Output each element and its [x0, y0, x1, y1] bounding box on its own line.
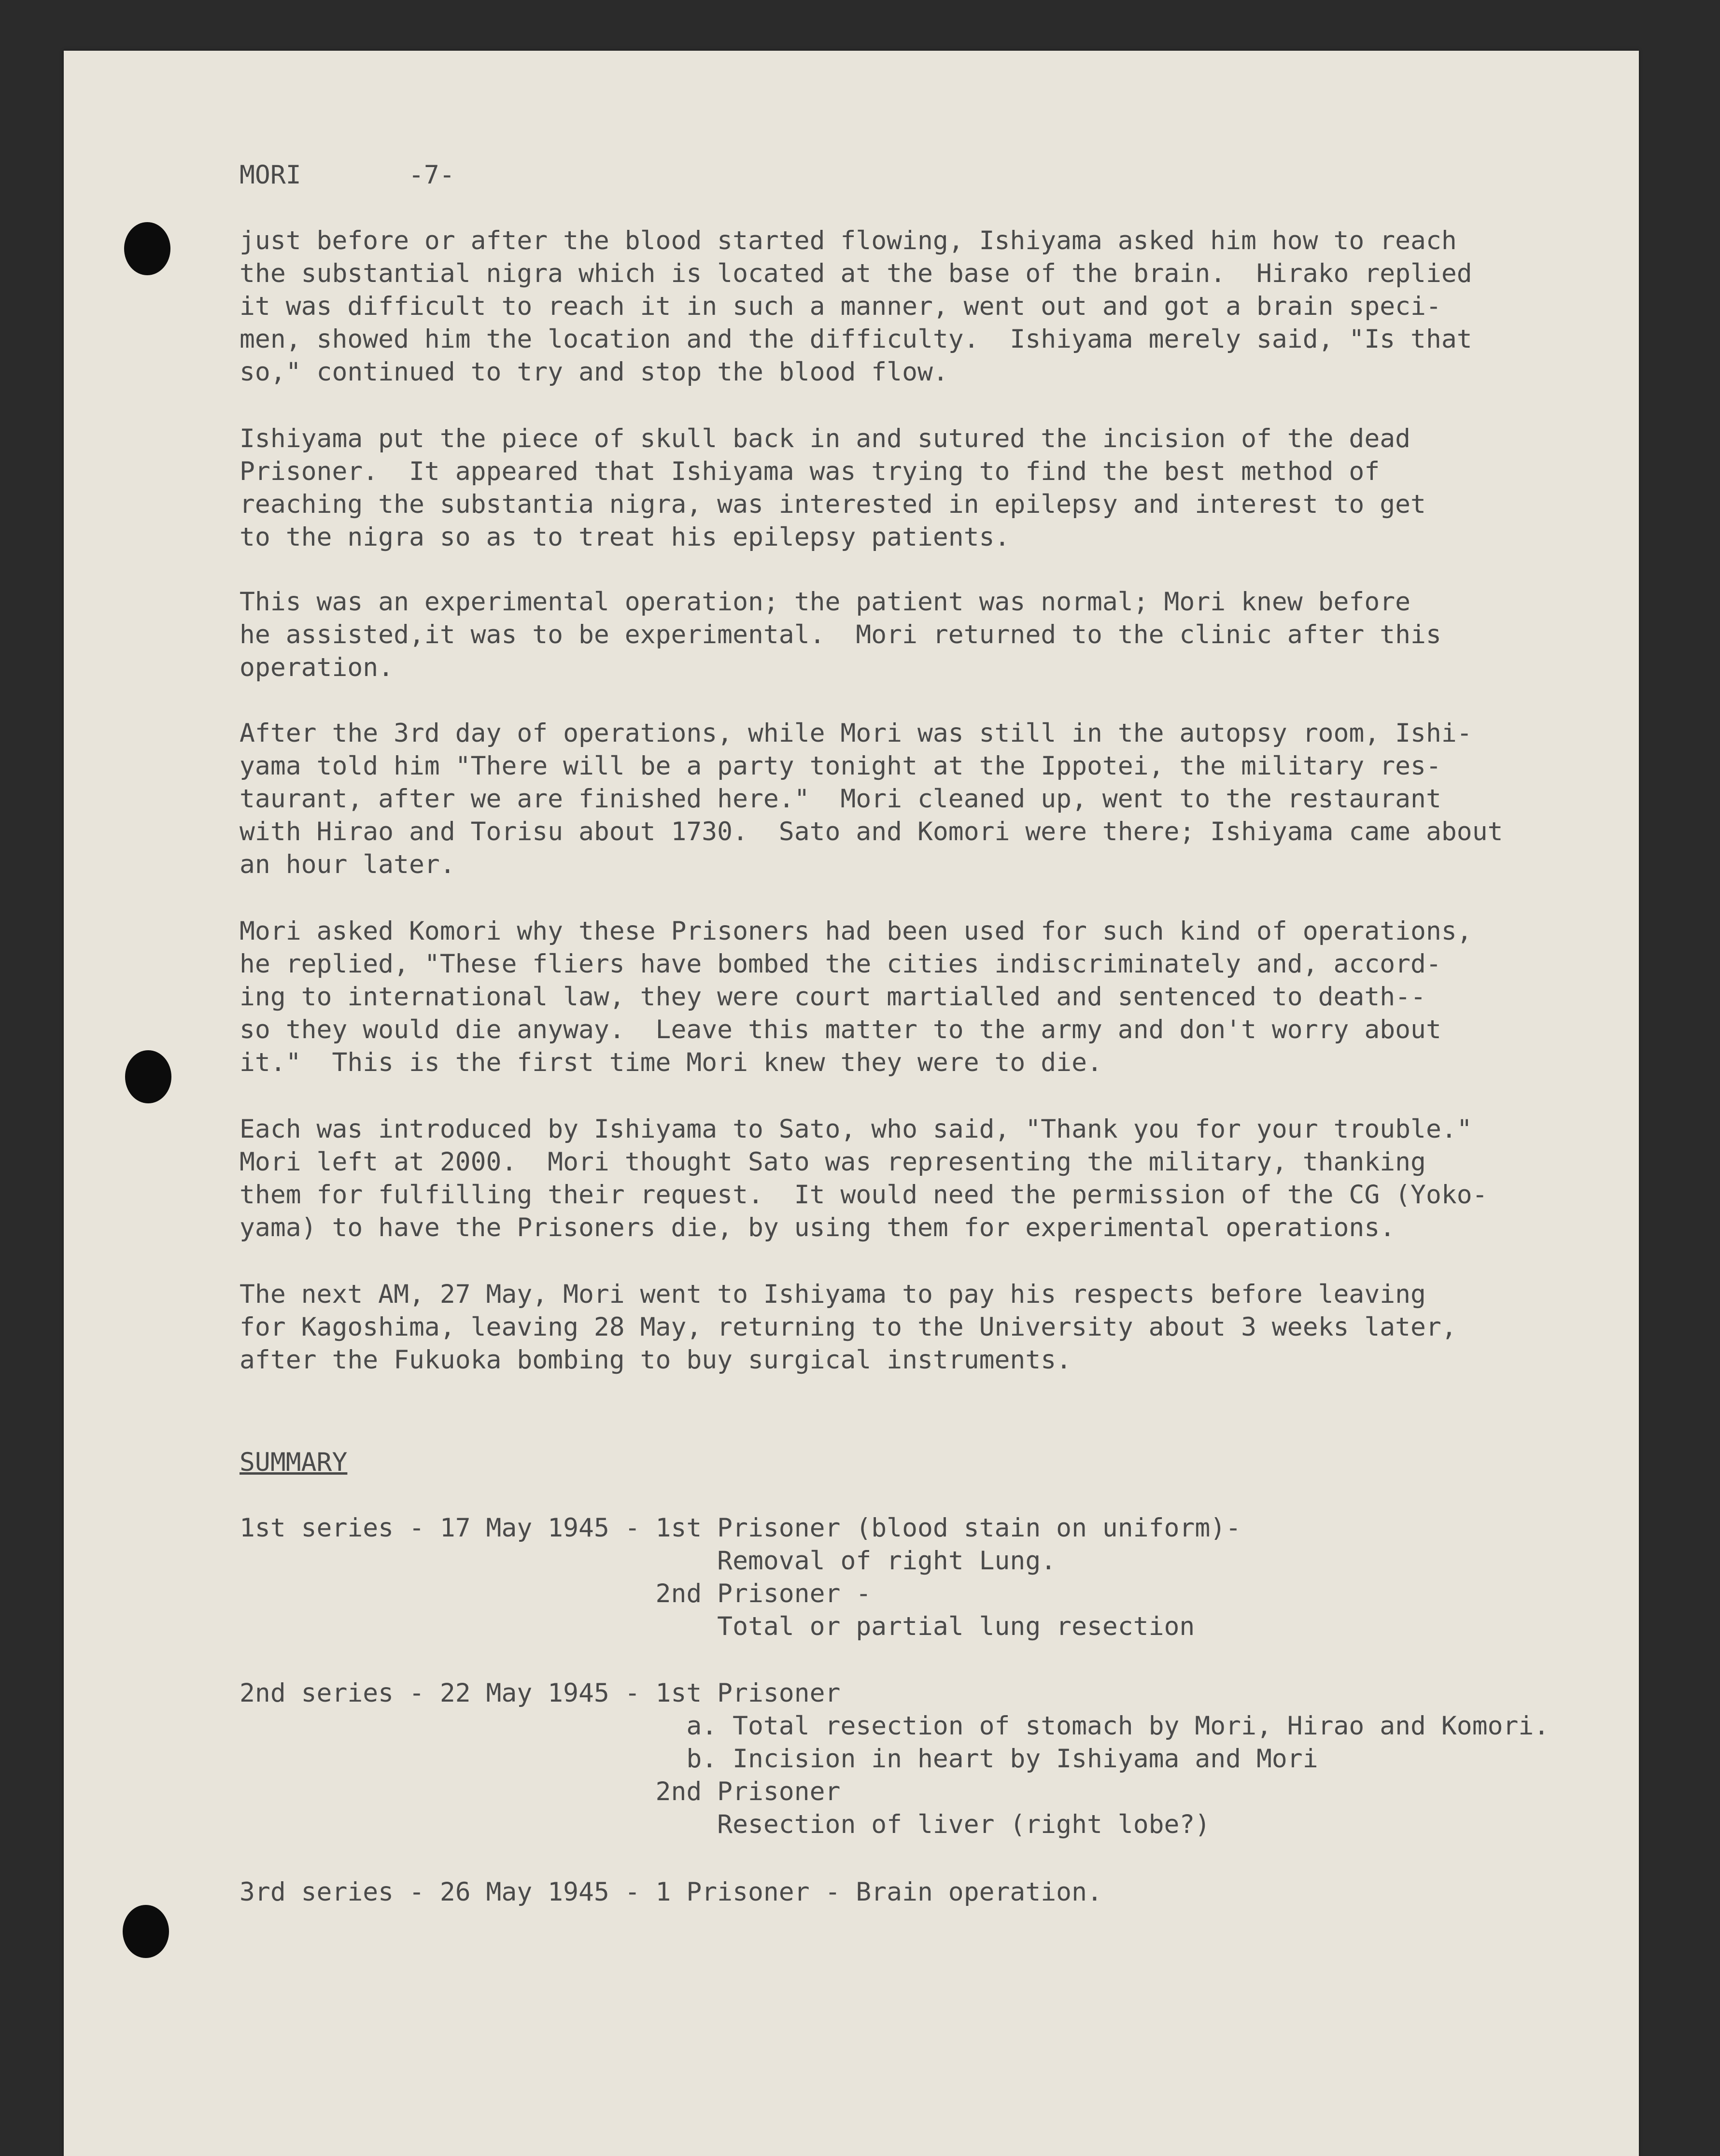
paragraph-1-line-1: just before or after the blood started flowing, Ishiyama asked him how to reach: [240, 226, 1457, 255]
paragraph-4-line-3: taurant, after we are finished here." Mori cleaned up, went to the restaurant: [240, 784, 1441, 814]
paragraph-2-line-2: Prisoner. It appeared that Ishiyama was trying to find the best method of: [240, 457, 1380, 486]
summary-line-8: 2nd Prisoner: [240, 1777, 841, 1806]
paragraph-4-line-5: an hour later.: [240, 850, 455, 879]
paragraph-4-line-4: with Hirao and Torisu about 1730. Sato and Komori were there; Ishiyama came about: [240, 817, 1503, 846]
summary-line-9: Resection of liver (right lobe?): [240, 1810, 1211, 1839]
paragraph-3-line-1: This was an experimental operation; the patient was normal; Mori knew before: [240, 587, 1411, 617]
paragraph-5-line-3: ing to international law, they were court martialled and sentenced to death--: [240, 982, 1426, 1012]
header-page-number: -7-: [409, 160, 455, 190]
document-page: [64, 51, 1639, 2156]
header-name: MORI: [240, 160, 301, 190]
paragraph-5-line-5: it." This is the first time Mori knew they were to die.: [240, 1048, 1102, 1077]
paragraph-2-line-3: reaching the substantia nigra, was interested in epilepsy and interest to get: [240, 490, 1426, 519]
summary-line-6: a. Total resection of stomach by Mori, Hirao and Komori.: [240, 1711, 1550, 1741]
paragraph-1-line-5: so," continued to try and stop the blood flow.: [240, 357, 948, 387]
punch-hole-bottom: [123, 1905, 169, 1958]
summary-line-10: 3rd series - 26 May 1945 - 1 Prisoner - Brain operation.: [240, 1877, 1102, 1907]
paragraph-5-line-4: so they would die anyway. Leave this matter to the army and don't worry about: [240, 1015, 1441, 1044]
paragraph-5-line-2: he replied, "These fliers have bombed the cities indiscriminately and, accord-: [240, 949, 1441, 979]
paragraph-2-line-4: to the nigra so as to treat his epilepsy patients.: [240, 522, 1010, 552]
summary-line-1: 1st series - 17 May 1945 - 1st Prisoner (blood stain on uniform)-: [240, 1513, 1241, 1543]
paragraph-6-line-3: them for fulfilling their request. It would need the permission of the CG (Yoko-: [240, 1180, 1488, 1210]
paragraph-1-line-3: it was difficult to reach it in such a manner, went out and got a brain speci-: [240, 292, 1441, 321]
summary-line-2: Removal of right Lung.: [240, 1546, 1057, 1576]
paragraph-3-line-2: he assisted,it was to be experimental. Mori returned to the clinic after this: [240, 620, 1441, 649]
summary-line-7: b. Incision in heart by Ishiyama and Mori: [240, 1744, 1318, 1774]
paragraph-4-line-2: yama told him "There will be a party tonight at the Ippotei, the military res-: [240, 751, 1441, 781]
summary-line-4: Total or partial lung resection: [240, 1612, 1195, 1641]
paragraph-5-line-1: Mori asked Komori why these Prisoners had been used for such kind of operations,: [240, 916, 1472, 946]
paragraph-4-line-1: After the 3rd day of operations, while Mori was still in the autopsy room, Ishi-: [240, 719, 1472, 748]
paragraph-6-line-2: Mori left at 2000. Mori thought Sato was representing the military, thanking: [240, 1147, 1426, 1177]
paragraph-7-line-3: after the Fukuoka bombing to buy surgical instruments.: [240, 1345, 1072, 1375]
paragraph-6-line-4: yama) to have the Prisoners die, by using them for experimental operations.: [240, 1213, 1396, 1242]
punch-hole-top: [124, 222, 170, 275]
paragraph-7-line-2: for Kagoshima, leaving 28 May, returning to the University about 3 weeks later,: [240, 1312, 1457, 1342]
paragraph-6-line-1: Each was introduced by Ishiyama to Sato, who said, "Thank you for your trouble.": [240, 1114, 1472, 1144]
paragraph-3-line-3: operation.: [240, 653, 394, 682]
paragraph-2-line-1: Ishiyama put the piece of skull back in and sutured the incision of the dead: [240, 424, 1411, 453]
summary-line-5: 2nd series - 22 May 1945 - 1st Prisoner: [240, 1678, 841, 1708]
paragraph-1-line-2: the substantial nigra which is located at the base of the brain. Hirako replied: [240, 259, 1472, 288]
paragraph-7-line-1: The next AM, 27 May, Mori went to Ishiyama to pay his respects before leaving: [240, 1280, 1426, 1309]
summary-heading: SUMMARY: [240, 1448, 348, 1477]
paragraph-1-line-4: men, showed him the location and the difficulty. Ishiyama merely said, "Is that: [240, 324, 1472, 354]
summary-line-3: 2nd Prisoner -: [240, 1579, 872, 1608]
punch-hole-middle: [125, 1050, 171, 1103]
